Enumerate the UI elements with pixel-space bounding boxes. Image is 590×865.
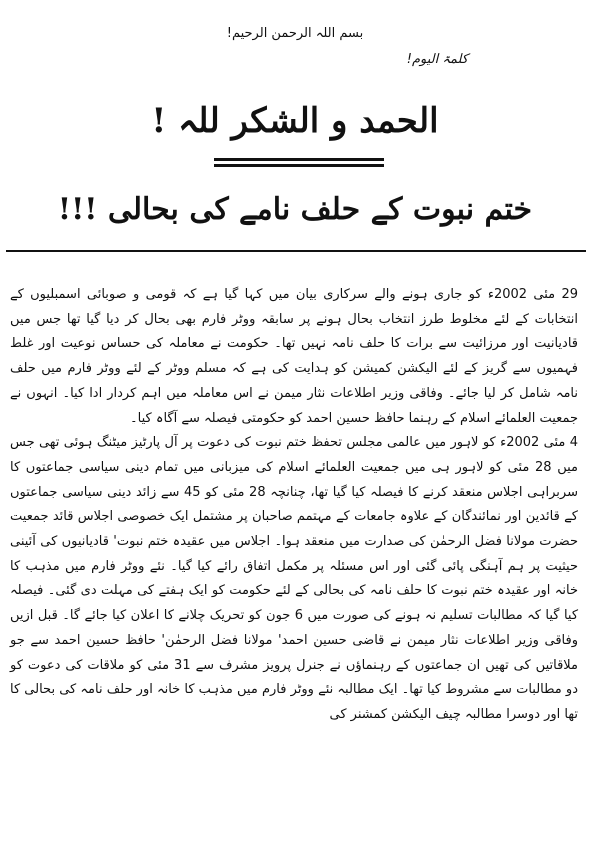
kalima-label: کلمۃ الیوم! <box>406 52 468 67</box>
paragraph-1: 29 مئی 2002ء کو جاری ہونے والے سرکاری بیان میں کہا گیا ہے کہ قومی و صوبائی اسمبلیوں کے انتخابات کے لئے مخلوط طرز انتخاب بحال ہونے پر سابقہ ووٹر فارم بھی بحال کر دیا گیا تھا جس میں قادیانیت اور مرزائیت سے برات کا حلف نامہ نہیں تھا۔ حکومت نے معاملہ کی حساس نوعیت اور غلط فہمیوں سے گریز کے لئے الیکشن کمیشن کو ہدایت کی ہے کہ مسلم ووٹر کے لئے ووٹر فارم میں حلف نامہ شامل کر لیا جائے۔ وفاقی وزیر اطلاعات نثار میمن نے اس معاملہ میں اہم کردار ادا کیا۔ انہوں نے جمعیت العلمائے اسلام کے رہنما حافظ حسین احمد کو حکومتی فیصلہ سے آگاہ کیا۔ <box>10 287 578 426</box>
headline-underline-bottom <box>214 164 384 167</box>
article-body <box>10 283 578 728</box>
paragraph-2: 4 مئی 2002ء کو لاہور میں عالمی مجلس تحفظ ختم نبوت کی دعوت پر آل پارٹیز میٹنگ ہوئی تھی جس میں 28 مئی کو لاہور ہی میں جمعیت العلمائے اسلام کی میزبانی میں تمام دینی سیاسی جماعتوں کا سربراہی اجلاس منعقد کرنے کا فیصلہ کیا گیا تھا، چنانچہ 28 مئی کو 45 سے زائد دینی سیاسی جماعتوں کے قائدین اور نمائندگان کے علاوہ جامعات کے مہتمم صاحبان پر مشتمل ایک خصوصی اجلاس قائد جمعیت حضرت مولانا فضل الرحمٰن کی صدارت میں منعقد ہوا۔ اجلاس میں عقیدہ ختم نبوت' قادیانیوں کی آئینی حیثیت پر ہم آہنگی پائی گئی اور اس مسئلہ پر مکمل اتفاق رائے کیا گیا۔ نئے ووٹر فارم میں مذہب کا خانہ اور عقیدہ ختم نبوت کا حلف نامہ کی بحالی کے لئے حکومت کو ایک ہفتے کی مہلت دی گئی۔ فیصلہ کیا گیا کہ مطالبات تسلیم نہ ہونے کی صورت میں 6 جون کو تحریک چلانے کا اعلان کیا جائے گا۔ قبل ازیں وفاقی وزیر اطلاعات نثار میمن نے قاضی حسین احمد' مولانا فضل الرحمٰن' حافظ حسین احمد سے جو ملاقاتیں کی تھیں ان جماعتوں کے رہنماؤں نے جنرل پرویز مشرف سے 31 مئی کو ملاقات کی دعوت کو دو مطالبات سے مشروط کیا تھا۔ ایک مطالبہ نئے ووٹر فارم میں مذہب کا خانہ اور حلف نامہ کی بحالی کا تھا اور دوسرا مطالبہ چیف الیکشن کمشنر کی <box>10 435 579 722</box>
praise-headline: الحمد و الشکر للہ ! <box>151 101 439 141</box>
article-title: ختم نبوت کے حلف نامے کی بحالی !!! <box>57 192 533 227</box>
headline-underline-top <box>214 158 384 161</box>
bismillah-line: بسم اللہ الرحمن الرحیم! <box>226 26 364 41</box>
title-divider <box>6 250 586 252</box>
